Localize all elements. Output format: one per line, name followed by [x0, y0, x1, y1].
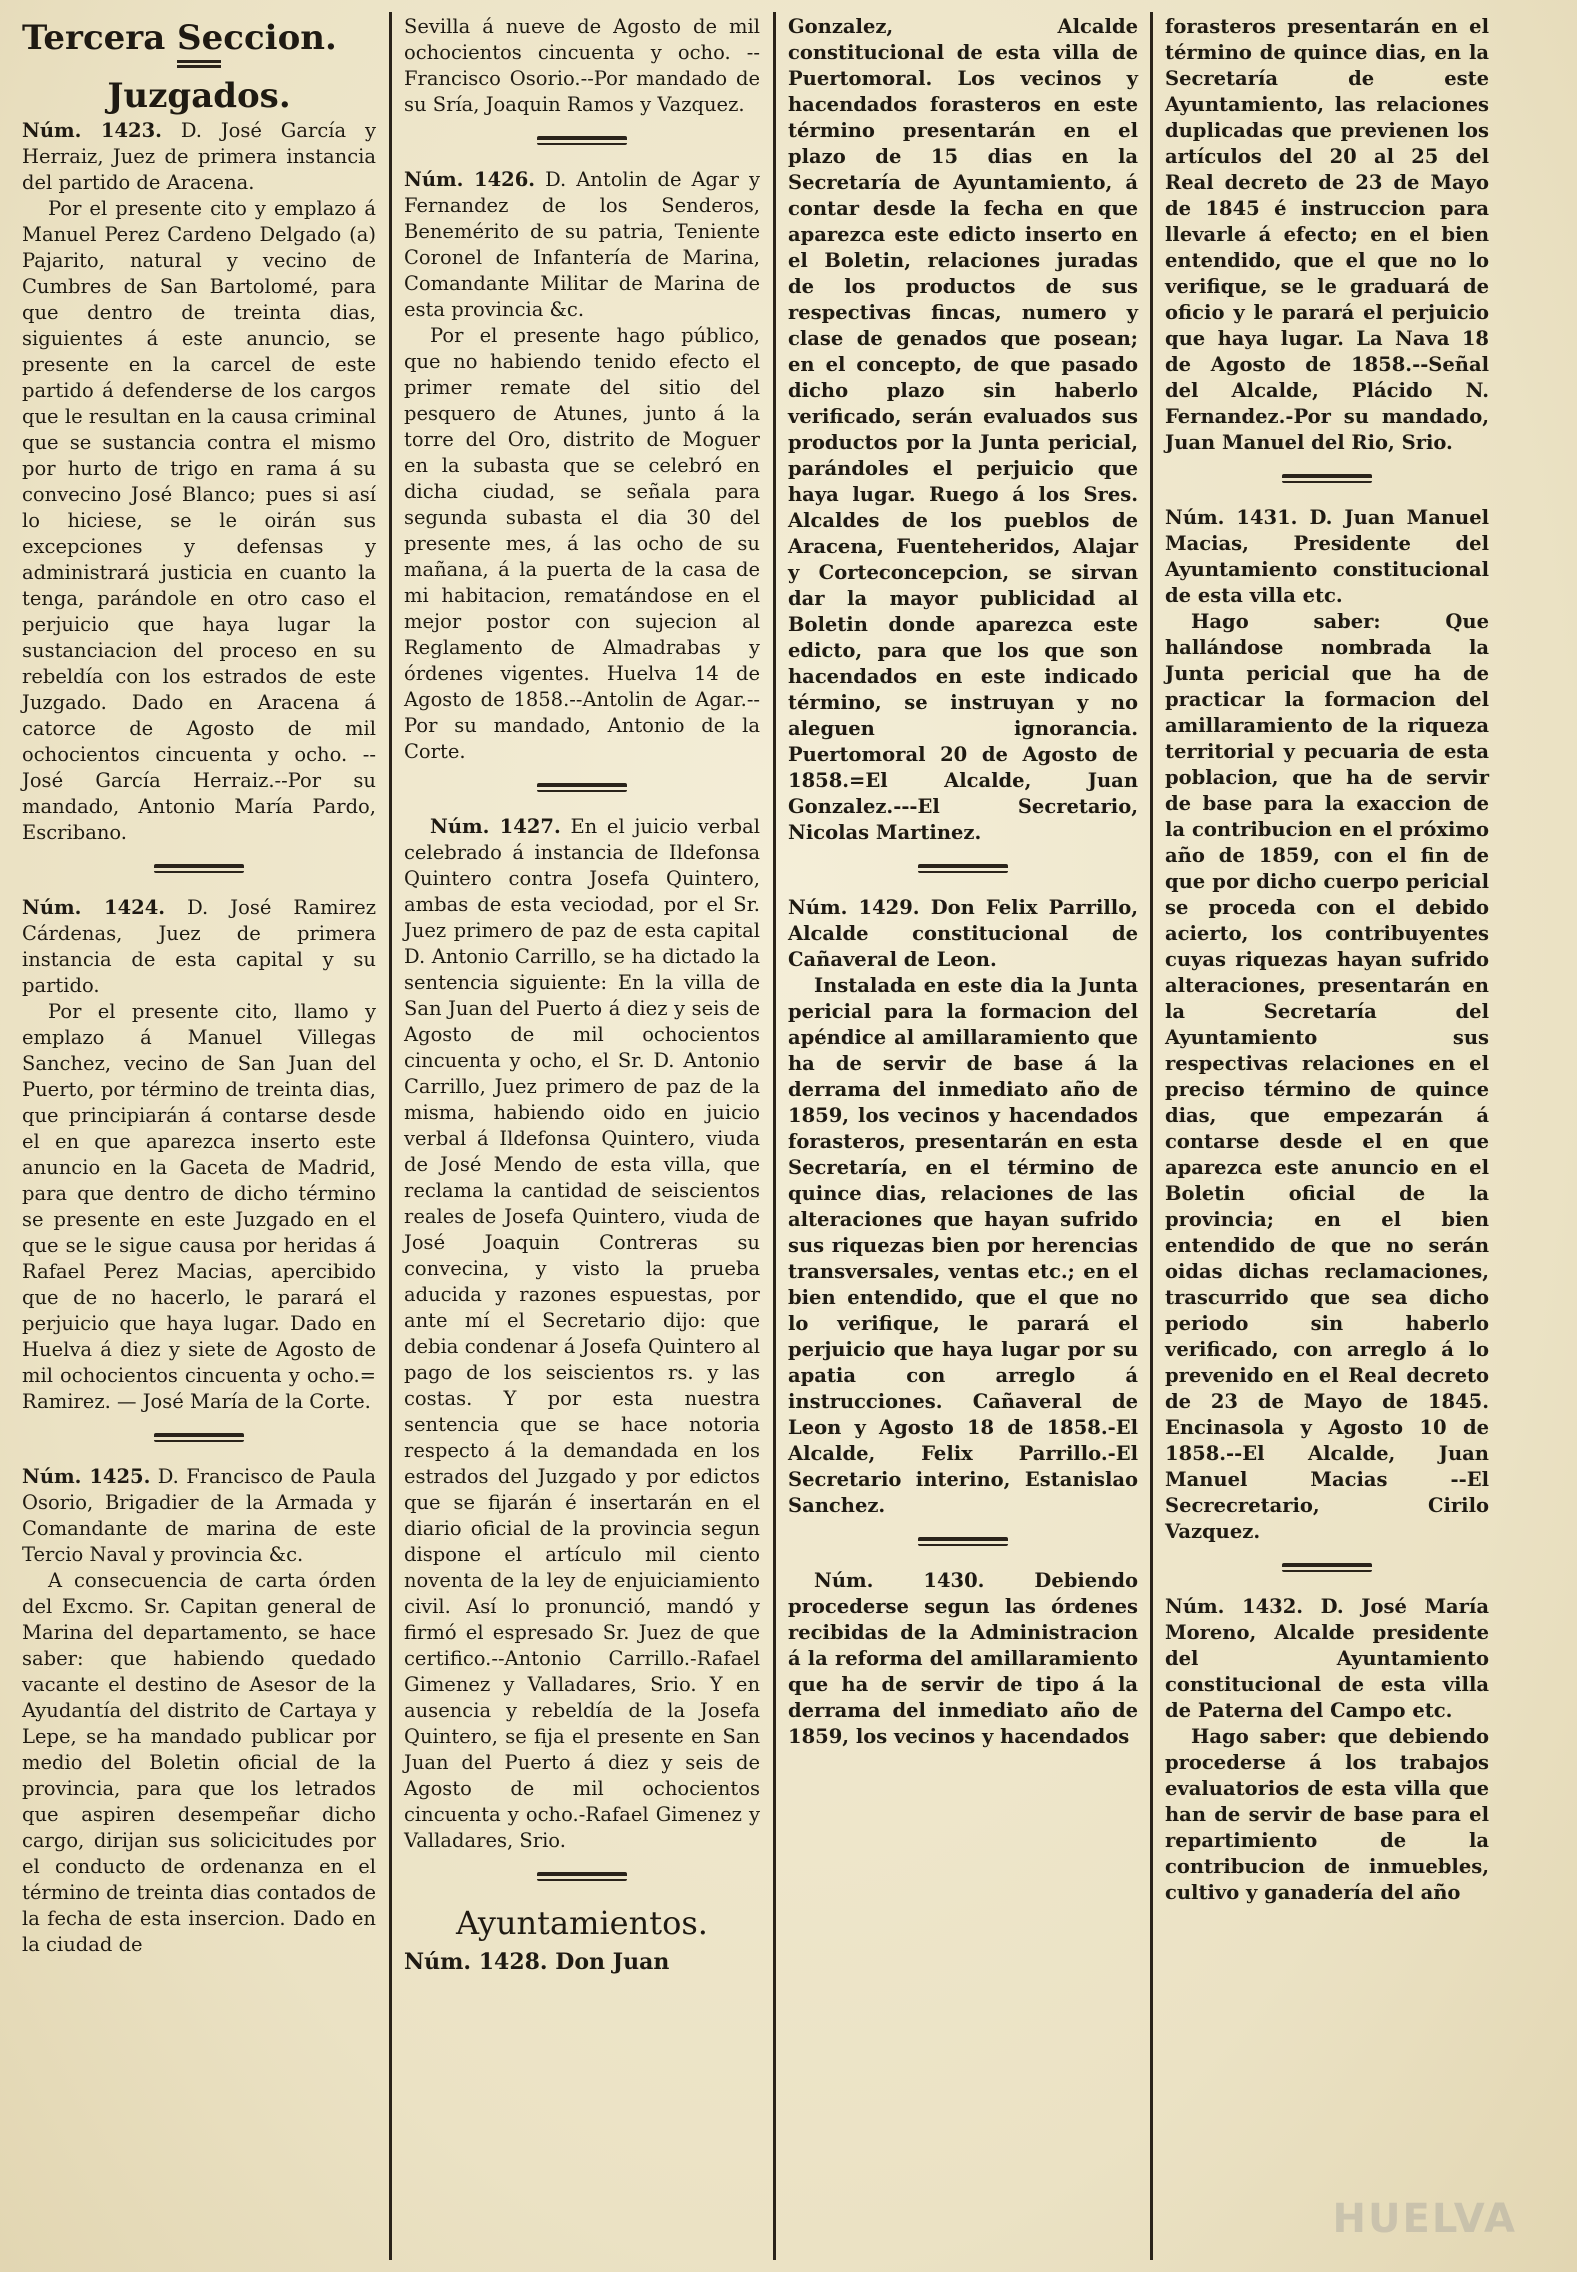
ayuntamientos-title: Ayuntamientos. — [456, 1904, 708, 1942]
notice-1430 — [788, 1568, 1138, 1750]
notice-number: Núm. 1426. — [404, 168, 536, 191]
notice-head: D. Antolin de Agar y Fernandez de los Senderos, Benemérito de su patria, Teniente Coronel de Infantería de Marina, Comandante Militar de Marina de esta provincia &c. — [404, 168, 760, 321]
notice-1430-continued — [1165, 14, 1489, 456]
notice-1428-continued — [788, 14, 1138, 846]
separator — [537, 783, 627, 792]
notice-number: Núm. 1431. — [1165, 506, 1298, 529]
notice-body: Por el presente cito y emplazo á Manuel Perez Cardeno Delgado (a) Pajarito, natural y vecino de Cumbres de San Bartolomé, para que dentro de treinta dias, siguientes á este anuncio, se presente en la carcel de este partido á defenderse de los cargos que le resultan en la causa criminal que se sustancia contra el mismo por hurto de trigo en rama á su convecino José Blanco; pues si así lo hiciese, se le oirán sus excepciones y defensas y administrará justicia en cuanto la tenga, parándole en otro caso el perjuicio que haya lugar la sustanciacion del proceso en su rebeldía con los estrados de este Juzgado. Dado en Aracena á catorce de Agosto de mil ochocientos cincuenta y ocho. --José García Herraiz.--Por su mandado, Antonio María Pardo, Escribano. — [22, 197, 376, 844]
notice-body: Gonzalez, Alcalde constitucional de esta villa de Puertomoral. Los vecinos y hacendados forasteros en este término presentarán en el plazo de 15 dias en la Secretaría de Ayuntamiento, á contar desde la fecha en que aparezca este edicto inserto en el Boletin, relaciones juradas de los productos de sus respectivas fincas, numero y clase de genados que posean; en el concepto, de que pasado dicho plazo sin haberlo verificado, serán evaluados sus productos por la Junta pericial, parándoles el perjuicio que haya lugar. Ruego á los Sres. Alcaldes de los pueblos de Aracena, Fuenteheridos, Alajar y Corteconcepcion, se sirvan dar la mayor publicidad al Boletin donde aparezca este edicto, para que los que son hacendados en este indicado término, se instruyan y no aleguen ignorancia. Puertomoral 20 de Agosto de 1858.=El Alcalde, Juan Gonzalez.---El Secretario, Nicolas Martinez. — [788, 15, 1138, 844]
column-1 — [14, 14, 384, 2258]
notice-number: Núm. 1428. — [404, 1949, 548, 1975]
notice-body: Por el presente hago público, que no habiendo tenido efecto el primer remate del sitio del pesquero de Atunes, junto á la torre del Oro, distrito de Moguer en la subasta que se celebró en dicha ciudad, se señala para segunda subasta el dia 30 del presente mes, á las ocho de su mañana, á la puerta de la casa de mi habitacion, rematándose en el mejor postor con sujecion al Reglamento de Almadrabas y órdenes vigentes. Huelva 14 de Agosto de 1858.--Antolin de Agar.--Por su mandado, Antonio de la Corte. — [404, 324, 760, 763]
juzgados-title: Juzgados. — [107, 76, 291, 116]
notice-body: Instalada en este dia la Junta pericial para la formacion del apéndice al amillaramiento que ha de servir de base á la derrama del inmediato año de 1859, los vecinos y hacendados forasteros, presentarán en esta Secretaría, en el término de quince dias, relaciones de las alteraciones que hayan sufrido sus riquezas bien por herencias transversales, ventas etc.; en el bien entendido, que el que no lo verifique, le parará el perjuicio que haya lugar por su apatia con arreglo á instrucciones. Cañaveral de Leon y Agosto 18 de 1858.-El Alcalde, Felix Parrillo.-El Secretario interino, Estanislao Sanchez. — [788, 974, 1138, 1517]
separator — [154, 1433, 244, 1442]
notice-head: Don Felix Parrillo, Alcalde constitucional de Cañaveral de Leon. — [788, 896, 1138, 971]
double-rule — [177, 60, 221, 68]
notice-head: D. Juan Manuel Macias, Presidente del Ayuntamiento constitucional de esta villa etc. — [1165, 506, 1490, 607]
notice-body: En el juicio verbal celebrado á instancia de Ildefonsa Quintero contra Josefa Quintero, ambas de esta veciodad, por el Sr. Juez primero de paz de esta capital D. Antonio Carrillo, se ha dictado la sentencia siguiente: En la villa de San Juan del Puerto á diez y seis de Agosto de mil ochocientos cincuenta y ocho, el Sr. D. Antonio Carrillo, Juez primero de paz de la misma, habiendo oido en juicio verbal á Ildefonsa Quintero, viuda de José Mendo de esta villa, que reclama la cantidad de seiscientos reales de Josefa Quintero, viuda de José Joaquin Contreras su convecina, y visto la prueba aducida y razones espuestas, por ante mí el Secretario dijo: que debia condenar á Josefa Quintero al pago de los seiscientos rs. y las costas. Y por esta nuestra sentencia que se hace notoria respecto á la demandada en los estrados del Juzgado y por edictos que se fijarán é insertarán en el diario oficial de la provincia segun dispone el artículo mil ciento noventa de la ley de enjuiciamiento civil. Así lo pronunció, mandó y firmó el espresado Sr. Juez de que certifico.--Antonio Carrillo.-Rafael Gimenez y Valladares, Srio. Y en ausencia y rebeldía de la Josefa Quintero, se fija el presente en San Juan del Puerto á diez y seis de Agosto de mil ochocientos cincuenta y ocho.-Rafael Gimenez y Valladares, Srio. — [404, 815, 760, 1852]
separator — [1282, 474, 1372, 483]
notice-head: D. José García y Herraiz, Juez de primera instancia del partido de Aracena. — [22, 119, 376, 194]
notice-head: D. Francisco de Paula Osorio, Brigadier de la Armada y Comandante de marina de este Tercio Naval y provincia &c. — [22, 1465, 377, 1566]
notice-1426 — [404, 167, 760, 765]
notice-number: Núm. 1430. — [814, 1569, 985, 1592]
notice-number: Núm. 1425. — [22, 1465, 151, 1488]
notice-head: D. José Ramirez Cárdenas, Juez de primera instancia de esta capital y su partido. — [22, 896, 376, 997]
notice-body: Por el presente cito, llamo y emplazo á Manuel Villegas Sanchez, vecino de San Juan del Puerto, por término de treinta dias, que principiarán á contarse desde el en que aparezca inserto este anuncio en la Gaceta de Madrid, para que dentro de dicho término se presente en este Juzgado en el que se le sigue causa por heridas á Rafael Perez Macias, apercibido que de no hacerlo, le parará el perjuicio que haya lugar. Dado en Huelva á diez y siete de Agosto de mil ochocientos cincuenta y ocho.= Ramirez. — José María de la Corte. — [22, 1000, 376, 1413]
column-rule-1 — [389, 12, 392, 2260]
notice-number: Núm. 1424. — [22, 896, 166, 919]
column-rule-2 — [773, 12, 776, 2260]
notice-body: Debiendo procederse segun las órdenes recibidas de la Administracion á la reforma del amillaramiento que ha de servir de tipo á la derrama del inmediato año de 1859, los vecinos y hacendados — [788, 1569, 1138, 1748]
section-title: Tercera Seccion. — [22, 18, 337, 58]
notice-number: Núm. 1423. — [22, 119, 162, 142]
notice-1423 — [22, 118, 376, 846]
notice-number: Núm. 1427. — [430, 815, 561, 838]
notice-1425 — [22, 1464, 376, 1958]
column-rule-3 — [1150, 12, 1153, 2260]
separator — [918, 1537, 1008, 1546]
notice-body: forasteros presentarán en el término de quince dias, en la Secretaría de este Ayuntamiento, las relaciones duplicadas que previenen los artículos del 20 al 25 del Real decreto de 23 de Mayo de 1845 é instruccion para llevarle á efecto; en el bien entendido, que el que no lo verifique, se le graduará de oficio y le parará el perjuicio que haya lugar. La Nava 18 de Agosto de 1858.--Señal del Alcalde, Plácido N. Fernandez.-Por su mandado, Juan Manuel del Rio, Srio. — [1165, 15, 1489, 454]
notice-body: Hago saber: Que hallándose nombrada la Junta pericial que ha de practicar la formacion del amillaramiento de la riqueza territorial y pecuaria de esta poblacion, que ha de servir de base para la exaccion de la contribucion en el próximo año de 1859, con el fin de que por dicho cuerpo pericial se proceda con el debido acierto, los contribuyentes cuyas riquezas hayan sufrido alteraciones, presentarán en la Secretaría del Ayuntamiento sus respectivas relaciones en el preciso término de quince dias, que empezarán á contarse desde el en que aparezca este anuncio en el Boletin oficial de la provincia; en el bien entendido de que no serán oidas dichas reclamaciones, trascurrido que sea dicho periodo sin haberlo verificado, con arreglo á lo prevenido en el Real decreto de 23 de Mayo de 1845. Encinasola y Agosto 10 de 1858.--El Alcalde, Juan Manuel Macias --El Secrecretario, Cirilo Vazquez. — [1165, 610, 1489, 1543]
notice-1425-continued — [404, 14, 760, 118]
notice-1424 — [22, 895, 376, 1415]
notice-head: D. José María Moreno, Alcalde presidente del Ayuntamiento constitucional de esta villa de Paterna del Campo etc. — [1165, 1595, 1489, 1722]
notice-body: Sevilla á nueve de Agosto de mil ochocientos cincuenta y ocho. --Francisco Osorio.--Por mandado de su Sría, Joaquin Ramos y Vazquez. — [404, 15, 760, 116]
separator — [1282, 1563, 1372, 1572]
notice-1429 — [788, 895, 1138, 1519]
notice-1427 — [404, 814, 760, 1854]
separator — [537, 1872, 627, 1881]
notice-body: A consecuencia de carta órden del Excmo. Sr. Capitan general de Marina del departamento, se hace saber: que habiendo quedado vacante el destino de Asesor de la Ayudantía del distrito de Cartaya y Lepe, se ha mandado publicar por medio del Boletin oficial de la provincia, para que los letrados que aspiren desempeñar dicho cargo, dirijan sus solicicitudes por el conducto de ordenanza en el término de treinta dias contados de la fecha de esta insercion. Dado en la ciudad de — [22, 1569, 376, 1956]
separator — [154, 864, 244, 873]
separator — [918, 864, 1008, 873]
watermark: HUELVA — [1332, 2196, 1517, 2242]
notice-1428 — [404, 1949, 760, 1975]
notice-1431 — [1165, 505, 1489, 1545]
separator — [537, 136, 627, 145]
column-4 — [1157, 14, 1497, 2258]
notice-body: Hago saber: que debiendo procederse á los trabajos evaluatorios de esta villa que han de servir de base para el repartimiento de la contribucion de inmuebles, cultivo y ganadería del año — [1165, 1725, 1489, 1904]
column-2 — [396, 14, 768, 2258]
column-3 — [780, 14, 1146, 2258]
notice-number: Núm. 1429. — [788, 896, 920, 919]
notice-1432 — [1165, 1594, 1489, 1906]
notice-number: Núm. 1432. — [1165, 1595, 1304, 1618]
notice-head: Don Juan — [555, 1949, 670, 1975]
